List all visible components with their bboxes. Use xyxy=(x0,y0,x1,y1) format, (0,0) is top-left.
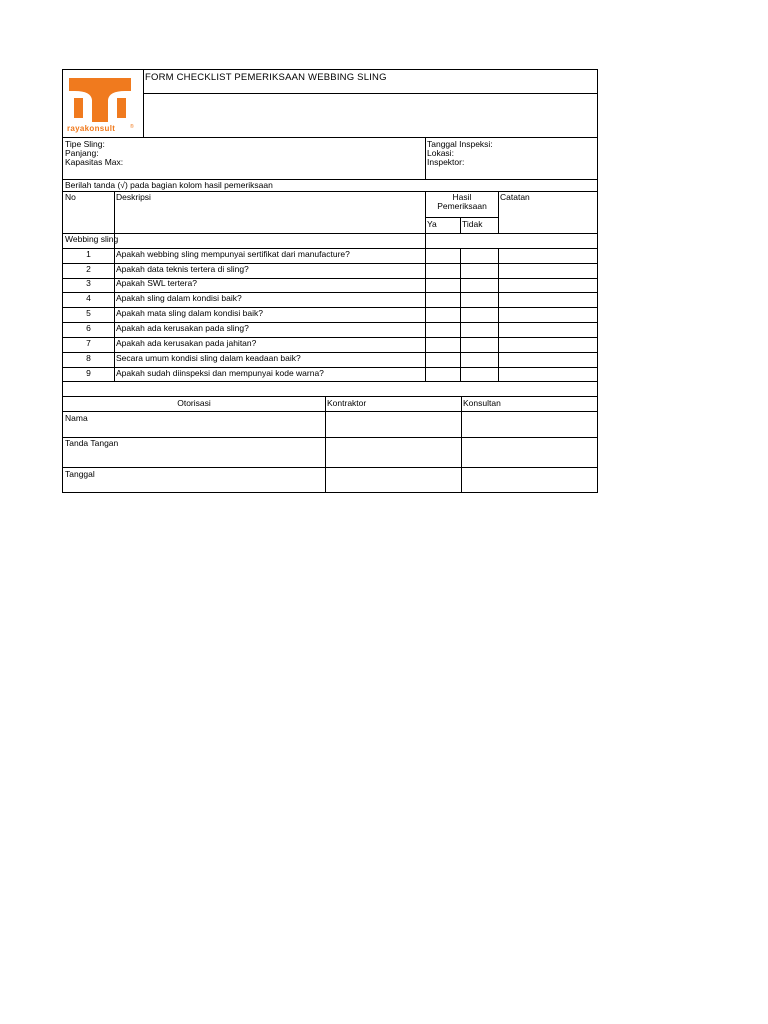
item-text: Apakah sudah diinspeksi dan mempunyai kode warna? xyxy=(116,368,324,378)
checklist-form xyxy=(62,69,598,493)
item-text: Apakah ada kerusakan pada sling? xyxy=(116,323,249,333)
info-inspektor: Inspektor: xyxy=(427,157,465,167)
item-no: 6 xyxy=(86,323,91,333)
item-no: 2 xyxy=(86,264,91,274)
item-text: Apakah SWL tertera? xyxy=(116,278,197,288)
header-catatan: Catatan xyxy=(500,192,530,202)
logo-registered-mark: ® xyxy=(130,124,134,130)
header-ya: Ya xyxy=(427,219,437,229)
item-no: 3 xyxy=(86,278,91,288)
item-no: 4 xyxy=(86,293,91,303)
item-text: Apakah mata sling dalam kondisi baik? xyxy=(116,308,263,318)
header-pemeriksaan: Pemeriksaan xyxy=(437,201,487,211)
item-no: 1 xyxy=(86,249,91,259)
header-deskripsi: Deskripsi xyxy=(116,192,151,202)
auth-row-tanda-tangan: Tanda Tangan xyxy=(65,438,119,448)
item-text: Secara umum kondisi sling dalam keadaan baik? xyxy=(116,353,301,363)
auth-header: Otorisasi xyxy=(177,398,211,408)
info-panjang: Panjang: xyxy=(65,148,99,158)
item-no: 9 xyxy=(86,368,91,378)
info-lokasi: Lokasi: xyxy=(427,148,454,158)
info-kapasitas: Kapasitas Max: xyxy=(65,157,124,167)
item-text: Apakah data teknis tertera di sling? xyxy=(116,264,249,274)
header-hasil: Hasil xyxy=(452,192,472,202)
item-text: Apakah ada kerusakan pada jahitan? xyxy=(116,338,257,348)
info-tipe-sling: Tipe Sling: xyxy=(65,139,105,149)
auth-consultant: Konsultan xyxy=(463,398,501,408)
info-tanggal-inspeksi: Tanggal Inspeksi: xyxy=(427,139,493,149)
header-tidak: Tidak xyxy=(462,219,483,229)
company-logo xyxy=(65,72,143,136)
item-text: Apakah webbing sling mempunyai sertifikat dari manufacture? xyxy=(116,249,350,259)
item-no: 5 xyxy=(86,308,91,318)
item-text: Apakah sling dalam kondisi baik? xyxy=(116,293,242,303)
header-no: No xyxy=(65,192,76,202)
auth-row-tanggal: Tanggal xyxy=(65,469,95,479)
auth-row-nama: Nama xyxy=(65,413,88,423)
instruction-text: Berilah tanda (√) pada bagian kolom hasil pemeriksaan xyxy=(65,180,273,190)
item-no: 7 xyxy=(86,338,91,348)
auth-contractor: Kontraktor xyxy=(327,398,367,408)
item-no: 8 xyxy=(86,353,91,363)
logo-text: rayakonsult xyxy=(67,124,116,133)
form-title: FORM CHECKLIST PEMERIKSAAN WEBBING SLING xyxy=(145,72,387,83)
section-label: Webbing sling xyxy=(65,234,119,244)
